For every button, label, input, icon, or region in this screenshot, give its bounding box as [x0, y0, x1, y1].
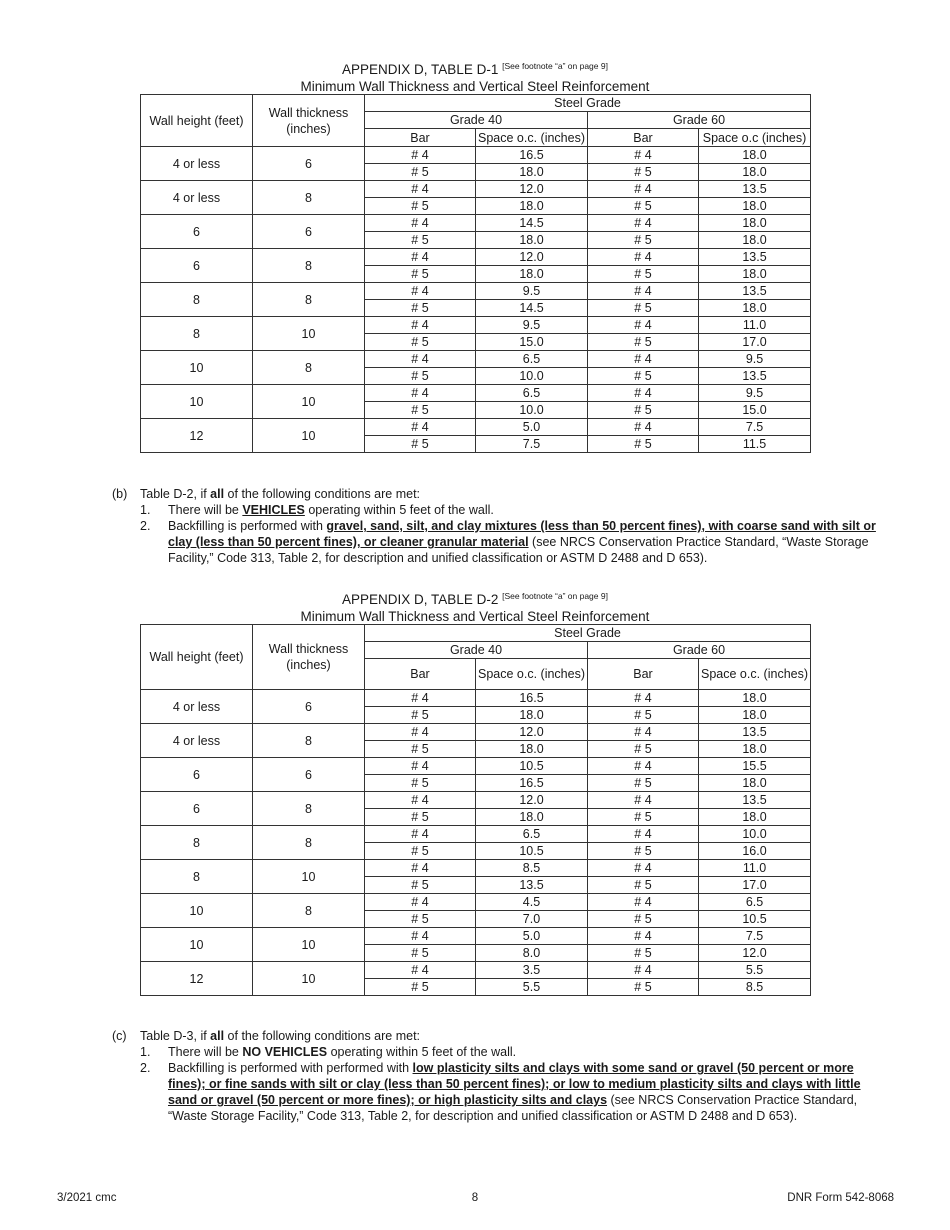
wall-height-cell: 4 or less — [141, 147, 253, 181]
space-60-cell: 11.5 — [699, 436, 811, 453]
space-60-cell: 18.0 — [699, 198, 811, 215]
wall-height-cell: 10 — [141, 385, 253, 419]
bar-40-cell: # 5 — [365, 877, 476, 894]
table2-body — [141, 690, 811, 996]
bar-40-cell: # 5 — [365, 775, 476, 792]
section-b-item2-number: 2. — [140, 519, 151, 533]
bar-60-cell: # 4 — [588, 351, 699, 368]
bar-40-cell: # 4 — [365, 351, 476, 368]
space-40-cell: 6.5 — [476, 826, 588, 843]
bar-40-cell: # 4 — [365, 724, 476, 741]
section-b — [112, 486, 892, 566]
header-grade-40: Grade 40 — [365, 112, 588, 129]
space-60-cell: 17.0 — [699, 334, 811, 351]
space-40-cell: 5.0 — [476, 928, 588, 945]
space-60-cell: 7.5 — [699, 419, 811, 436]
section-b-item2: Backfilling is performed with gravel, sand, silt, and clay mixtures (less than 50 percent fines), with coarse sand with silt or clay (less than 50 percent fines), or cleaner granular material (see NRCS Conservation Practice Standard, “Waste Storage Facility,” Code 313, Table 2, for description and unified classification or ASTM D 2488 and D 653). — [168, 519, 876, 565]
wall-thickness-cell: 10 — [253, 385, 365, 419]
wall-thickness-cell: 10 — [253, 928, 365, 962]
space-60-cell: 18.0 — [699, 232, 811, 249]
wall-height-cell: 12 — [141, 419, 253, 453]
space-40-cell: 18.0 — [476, 266, 588, 283]
bar-60-cell: # 5 — [588, 300, 699, 317]
wall-thickness-cell: 10 — [253, 962, 365, 996]
table1-title: APPENDIX D, TABLE D-1 — [342, 62, 499, 77]
table-row — [141, 860, 811, 877]
bar-40-cell: # 4 — [365, 181, 476, 198]
wall-thickness-cell: 10 — [253, 860, 365, 894]
bar-60-cell: # 4 — [588, 385, 699, 402]
table-row — [141, 215, 811, 232]
bar-60-cell: # 5 — [588, 198, 699, 215]
space-40-cell: 12.0 — [476, 249, 588, 266]
section-b-item1: There will be VEHICLES operating within 5 feet of the wall. — [168, 503, 494, 517]
wall-height-cell: 6 — [141, 215, 253, 249]
wall-thickness-cell: 8 — [253, 351, 365, 385]
header-bar-60: Bar — [588, 659, 699, 690]
space-40-cell: 16.5 — [476, 690, 588, 707]
wall-thickness-cell: 10 — [253, 317, 365, 351]
section-c-label: (c) — [112, 1029, 127, 1043]
space-40-cell: 7.5 — [476, 436, 588, 453]
section-c-item2: Backfilling is performed with performed with low plasticity silts and clays with some sand or gravel (50 percent or more fines); or fine sands with silt or clay (less than 50 percent fines); or low to medium plasticity silts and clays with little sand or gravel (50 percent or more fines); or high plasticity silts and clays (see NRCS Conservation Practice Standard, “Waste Storage Facility,” Code 313, Table 2, for description and unified classification or ASTM D 2488 and D 653). — [168, 1061, 861, 1123]
space-60-cell: 11.0 — [699, 317, 811, 334]
bar-60-cell: # 5 — [588, 979, 699, 996]
footer-form-number: DNR Form 542-8068 — [787, 1192, 894, 1204]
space-60-cell: 11.0 — [699, 860, 811, 877]
table-row — [141, 283, 811, 300]
space-60-cell: 10.0 — [699, 826, 811, 843]
space-40-cell: 12.0 — [476, 724, 588, 741]
space-60-cell: 18.0 — [699, 164, 811, 181]
section-c-item2-number: 2. — [140, 1061, 151, 1075]
space-40-cell: 8.0 — [476, 945, 588, 962]
header-space-60: Space o.c. (inches) — [699, 659, 811, 690]
bar-40-cell: # 5 — [365, 198, 476, 215]
space-60-cell: 18.0 — [699, 147, 811, 164]
space-40-cell: 5.5 — [476, 979, 588, 996]
bar-40-cell: # 5 — [365, 368, 476, 385]
bar-40-cell: # 5 — [365, 945, 476, 962]
bar-40-cell: # 5 — [365, 741, 476, 758]
wall-height-cell: 6 — [141, 758, 253, 792]
space-40-cell: 18.0 — [476, 198, 588, 215]
table2-caption — [140, 588, 810, 625]
section-c-item1: There will be NO VEHICLES operating within 5 feet of the wall. — [168, 1045, 517, 1059]
space-60-cell: 10.5 — [699, 911, 811, 928]
space-60-cell: 13.5 — [699, 249, 811, 266]
wall-thickness-cell: 6 — [253, 758, 365, 792]
bar-40-cell: # 5 — [365, 164, 476, 181]
wall-thickness-cell: 8 — [253, 826, 365, 860]
space-40-cell: 10.5 — [476, 758, 588, 775]
bar-40-cell: # 4 — [365, 283, 476, 300]
table-row — [141, 147, 811, 164]
bar-60-cell: # 4 — [588, 962, 699, 979]
wall-height-cell: 12 — [141, 962, 253, 996]
table-d1 — [140, 94, 811, 453]
footer-date: 3/2021 cmc — [57, 1192, 117, 1204]
bar-60-cell: # 4 — [588, 690, 699, 707]
wall-thickness-cell: 8 — [253, 181, 365, 215]
bar-40-cell: # 5 — [365, 911, 476, 928]
space-40-cell: 6.5 — [476, 351, 588, 368]
space-60-cell: 18.0 — [699, 809, 811, 826]
space-60-cell: 13.5 — [699, 181, 811, 198]
bar-60-cell: # 5 — [588, 809, 699, 826]
space-60-cell: 15.0 — [699, 402, 811, 419]
table1-body — [141, 147, 811, 453]
table-row — [141, 385, 811, 402]
bar-60-cell: # 4 — [588, 181, 699, 198]
wall-thickness-cell: 8 — [253, 792, 365, 826]
wall-height-cell: 10 — [141, 894, 253, 928]
header-steel-grade: Steel Grade — [365, 95, 811, 112]
header-grade-60: Grade 60 — [588, 642, 811, 659]
bar-60-cell: # 4 — [588, 249, 699, 266]
bar-40-cell: # 4 — [365, 894, 476, 911]
space-40-cell: 9.5 — [476, 317, 588, 334]
wall-thickness-cell: 6 — [253, 147, 365, 181]
space-60-cell: 15.5 — [699, 758, 811, 775]
bar-40-cell: # 4 — [365, 419, 476, 436]
space-40-cell: 18.0 — [476, 232, 588, 249]
bar-60-cell: # 4 — [588, 792, 699, 809]
bar-60-cell: # 4 — [588, 317, 699, 334]
space-40-cell: 16.5 — [476, 147, 588, 164]
bar-40-cell: # 4 — [365, 317, 476, 334]
bar-60-cell: # 4 — [588, 147, 699, 164]
space-40-cell: 18.0 — [476, 809, 588, 826]
bar-40-cell: # 5 — [365, 266, 476, 283]
wall-thickness-cell: 8 — [253, 249, 365, 283]
space-40-cell: 8.5 — [476, 860, 588, 877]
table1-caption — [140, 58, 810, 95]
wall-height-cell: 8 — [141, 860, 253, 894]
header-wall-height: Wall height (feet) — [141, 95, 253, 147]
table-d2 — [140, 624, 811, 996]
section-c-item1-number: 1. — [140, 1045, 151, 1059]
bar-60-cell: # 5 — [588, 843, 699, 860]
bar-60-cell: # 5 — [588, 877, 699, 894]
table-row — [141, 249, 811, 266]
bar-40-cell: # 5 — [365, 809, 476, 826]
table-row — [141, 181, 811, 198]
space-40-cell: 9.5 — [476, 283, 588, 300]
space-40-cell: 5.0 — [476, 419, 588, 436]
bar-40-cell: # 5 — [365, 843, 476, 860]
space-60-cell: 8.5 — [699, 979, 811, 996]
bar-40-cell: # 5 — [365, 707, 476, 724]
header-bar-60: Bar — [588, 129, 699, 147]
space-60-cell: 13.5 — [699, 368, 811, 385]
wall-thickness-cell: 8 — [253, 894, 365, 928]
space-40-cell: 10.0 — [476, 402, 588, 419]
header-wall-thickness: Wall thickness (inches) — [253, 95, 365, 147]
bar-40-cell: # 5 — [365, 334, 476, 351]
space-60-cell: 5.5 — [699, 962, 811, 979]
wall-height-cell: 8 — [141, 283, 253, 317]
table-row — [141, 690, 811, 707]
bar-40-cell: # 5 — [365, 300, 476, 317]
wall-thickness-cell: 6 — [253, 215, 365, 249]
wall-thickness-cell: 8 — [253, 283, 365, 317]
bar-60-cell: # 4 — [588, 724, 699, 741]
bar-60-cell: # 4 — [588, 860, 699, 877]
table-row — [141, 317, 811, 334]
wall-height-cell: 4 or less — [141, 690, 253, 724]
bar-40-cell: # 4 — [365, 690, 476, 707]
space-60-cell: 16.0 — [699, 843, 811, 860]
table-row — [141, 894, 811, 911]
bar-60-cell: # 4 — [588, 419, 699, 436]
space-60-cell: 18.0 — [699, 300, 811, 317]
table-row — [141, 724, 811, 741]
space-40-cell: 3.5 — [476, 962, 588, 979]
bar-40-cell: # 4 — [365, 860, 476, 877]
table1-footnote-ref: [See footnote “a” on page 9] — [502, 61, 608, 71]
bar-60-cell: # 4 — [588, 215, 699, 232]
wall-height-cell: 6 — [141, 792, 253, 826]
space-60-cell: 18.0 — [699, 266, 811, 283]
header-grade-40: Grade 40 — [365, 642, 588, 659]
table-row — [141, 758, 811, 775]
bar-40-cell: # 4 — [365, 385, 476, 402]
bar-40-cell: # 4 — [365, 792, 476, 809]
section-b-item1-number: 1. — [140, 503, 151, 517]
header-space-40: Space o.c. (inches) — [476, 659, 588, 690]
space-60-cell: 6.5 — [699, 894, 811, 911]
table-row — [141, 792, 811, 809]
header-bar-40: Bar — [365, 129, 476, 147]
header-space-60: Space o.c (inches) — [699, 129, 811, 147]
wall-height-cell: 8 — [141, 317, 253, 351]
bar-60-cell: # 5 — [588, 741, 699, 758]
table1-subtitle: Minimum Wall Thickness and Vertical Steel Reinforcement — [300, 79, 650, 94]
space-40-cell: 18.0 — [476, 707, 588, 724]
wall-height-cell: 8 — [141, 826, 253, 860]
bar-60-cell: # 5 — [588, 368, 699, 385]
wall-height-cell: 10 — [141, 351, 253, 385]
section-b-intro: Table D-2, if all of the following conditions are met: — [140, 487, 421, 501]
footer-page-number: 8 — [471, 1192, 479, 1204]
bar-40-cell: # 4 — [365, 962, 476, 979]
space-40-cell: 10.0 — [476, 368, 588, 385]
header-space-40: Space o.c. (inches) — [476, 129, 588, 147]
space-40-cell: 16.5 — [476, 775, 588, 792]
table-row — [141, 928, 811, 945]
bar-40-cell: # 5 — [365, 232, 476, 249]
wall-thickness-cell: 8 — [253, 724, 365, 758]
bar-60-cell: # 4 — [588, 758, 699, 775]
bar-60-cell: # 5 — [588, 911, 699, 928]
header-wall-height: Wall height (feet) — [141, 625, 253, 690]
bar-60-cell: # 4 — [588, 283, 699, 300]
bar-60-cell: # 5 — [588, 266, 699, 283]
bar-60-cell: # 4 — [588, 928, 699, 945]
space-40-cell: 14.5 — [476, 215, 588, 232]
header-bar-40: Bar — [365, 659, 476, 690]
space-40-cell: 7.0 — [476, 911, 588, 928]
bar-60-cell: # 4 — [588, 826, 699, 843]
bar-60-cell: # 5 — [588, 707, 699, 724]
space-60-cell: 18.0 — [699, 707, 811, 724]
table-row — [141, 419, 811, 436]
space-60-cell: 18.0 — [699, 775, 811, 792]
bar-40-cell: # 4 — [365, 249, 476, 266]
space-40-cell: 4.5 — [476, 894, 588, 911]
wall-thickness-cell: 10 — [253, 419, 365, 453]
table2-title: APPENDIX D, TABLE D-2 — [342, 592, 499, 607]
space-40-cell: 12.0 — [476, 181, 588, 198]
section-b-label: (b) — [112, 487, 128, 501]
space-40-cell: 15.0 — [476, 334, 588, 351]
header-grade-60: Grade 60 — [588, 112, 811, 129]
table-row — [141, 351, 811, 368]
bar-60-cell: # 5 — [588, 402, 699, 419]
space-40-cell: 14.5 — [476, 300, 588, 317]
bar-40-cell: # 5 — [365, 436, 476, 453]
bar-60-cell: # 5 — [588, 232, 699, 249]
bar-60-cell: # 5 — [588, 945, 699, 962]
space-60-cell: 13.5 — [699, 792, 811, 809]
bar-60-cell: # 5 — [588, 775, 699, 792]
wall-height-cell: 4 or less — [141, 724, 253, 758]
bar-40-cell: # 4 — [365, 928, 476, 945]
wall-height-cell: 4 or less — [141, 181, 253, 215]
bar-60-cell: # 5 — [588, 164, 699, 181]
space-40-cell: 13.5 — [476, 877, 588, 894]
bar-40-cell: # 5 — [365, 979, 476, 996]
space-60-cell: 12.0 — [699, 945, 811, 962]
wall-height-cell: 10 — [141, 928, 253, 962]
bar-60-cell: # 5 — [588, 334, 699, 351]
space-60-cell: 18.0 — [699, 690, 811, 707]
wall-thickness-cell: 6 — [253, 690, 365, 724]
space-40-cell: 10.5 — [476, 843, 588, 860]
space-60-cell: 18.0 — [699, 741, 811, 758]
bar-40-cell: # 4 — [365, 147, 476, 164]
section-c — [112, 1028, 892, 1124]
header-wall-thickness: Wall thickness (inches) — [253, 625, 365, 690]
bar-60-cell: # 5 — [588, 436, 699, 453]
bar-40-cell: # 5 — [365, 402, 476, 419]
space-40-cell: 18.0 — [476, 741, 588, 758]
space-60-cell: 9.5 — [699, 351, 811, 368]
table-row — [141, 826, 811, 843]
table-row — [141, 962, 811, 979]
space-40-cell: 12.0 — [476, 792, 588, 809]
space-40-cell: 18.0 — [476, 164, 588, 181]
header-steel-grade: Steel Grade — [365, 625, 811, 642]
bar-60-cell: # 4 — [588, 894, 699, 911]
table2-footnote-ref: [See footnote “a” on page 9] — [502, 591, 608, 601]
bar-40-cell: # 4 — [365, 758, 476, 775]
bar-40-cell: # 4 — [365, 826, 476, 843]
wall-height-cell: 6 — [141, 249, 253, 283]
space-60-cell: 18.0 — [699, 215, 811, 232]
section-c-intro: Table D-3, if all of the following conditions are met: — [140, 1029, 421, 1043]
table2-subtitle: Minimum Wall Thickness and Vertical Steel Reinforcement — [300, 609, 650, 624]
space-60-cell: 9.5 — [699, 385, 811, 402]
bar-40-cell: # 4 — [365, 215, 476, 232]
space-60-cell: 7.5 — [699, 928, 811, 945]
space-60-cell: 13.5 — [699, 724, 811, 741]
space-60-cell: 17.0 — [699, 877, 811, 894]
space-40-cell: 6.5 — [476, 385, 588, 402]
space-60-cell: 13.5 — [699, 283, 811, 300]
